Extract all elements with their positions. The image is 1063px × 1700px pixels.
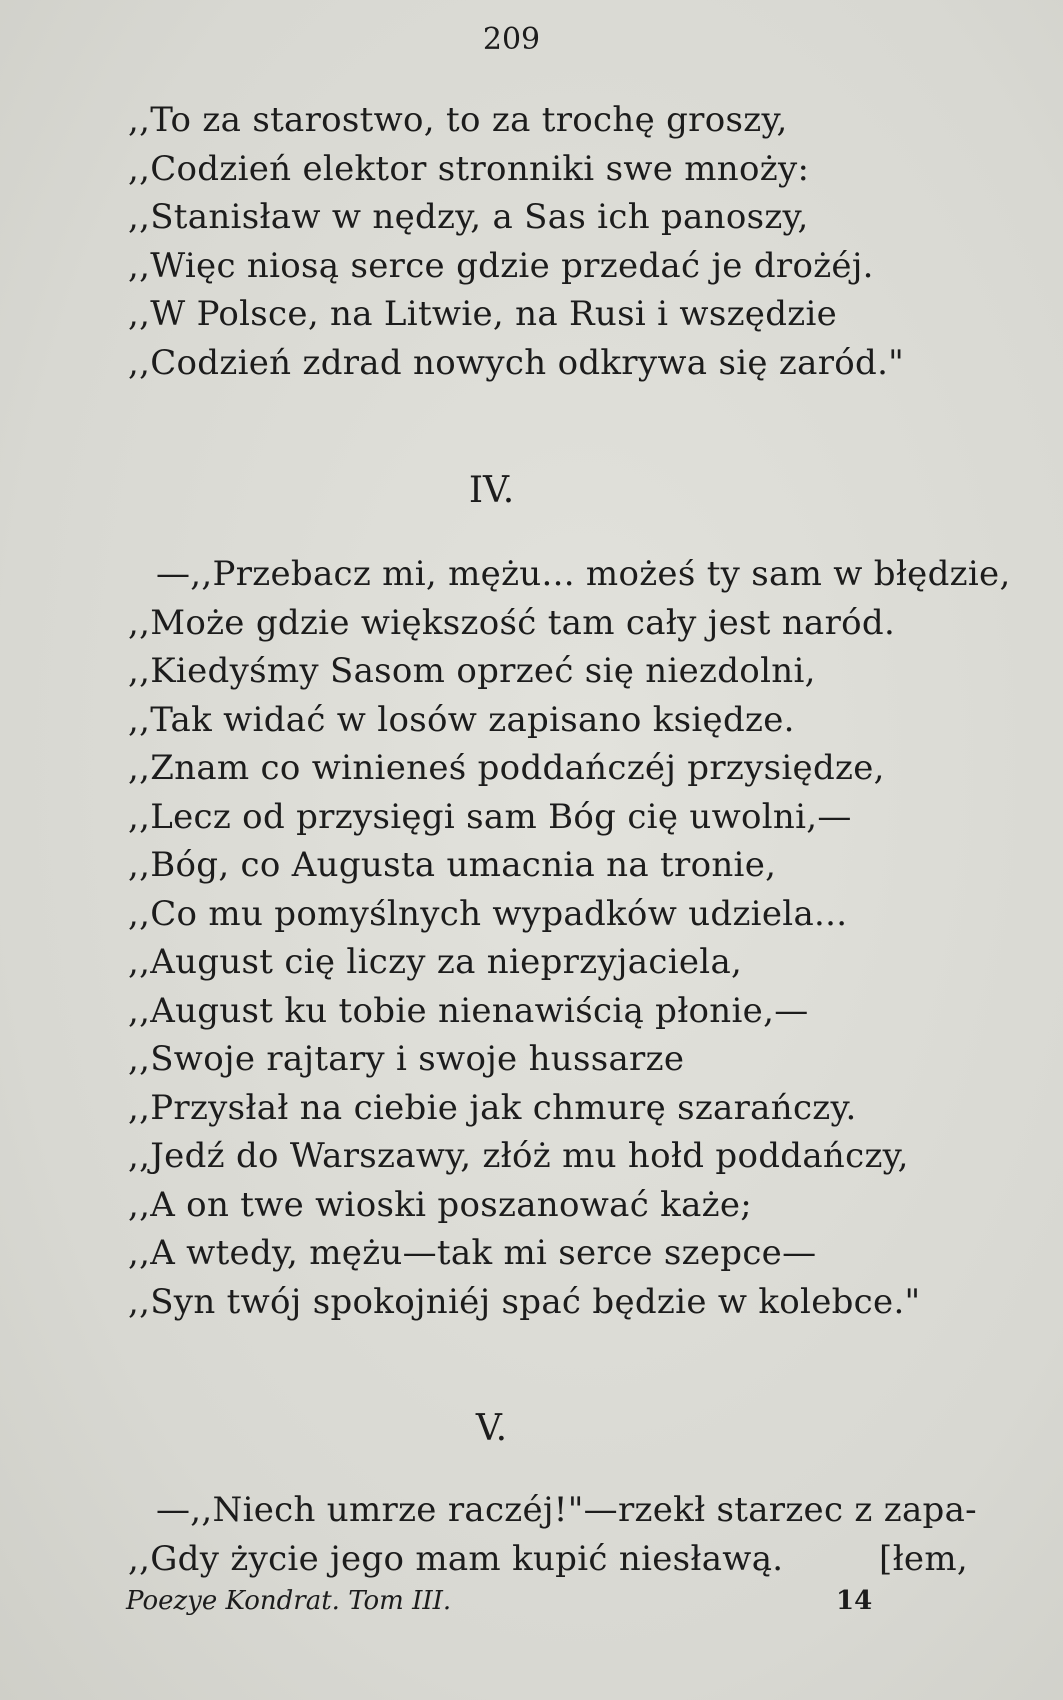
verse-line: ,,Więc niosą serce gdzie przedać je drożéj. (128, 245, 874, 286)
verse-line: ,,Codzień zdrad nowych odkrywa się zaród." (128, 342, 905, 383)
verse-line: ,,A on twe wioski poszanować każe; (128, 1184, 753, 1225)
verse-line: ,,Codzień elektor stronniki swe mnoży: (128, 148, 810, 189)
section-numeral-v: V. (475, 1408, 508, 1449)
verse-line: ,,A wtedy, mężu—tak mi serce szepce— (128, 1233, 817, 1273)
verse-line: ,,Tak widać w losów zapisano księdze. (128, 699, 795, 740)
verse-line: ,,W Polsce, na Litwie, na Rusi i wszędzie (128, 294, 838, 334)
verse-line: ,,Lecz od przysięgi sam Bóg cię uwolni,— (128, 796, 852, 837)
section-numeral-iv: IV. (468, 470, 515, 511)
verse-line: ,,Kiedyśmy Sasom oprzeć się niezdolni, (128, 651, 816, 691)
footer-book-title: Poezye Kondrat. Tom III. (126, 1586, 452, 1616)
verse-line: ,,Swoje rajtary i swoje hussarze (128, 1039, 685, 1079)
verse-line: ,,Bóg, co Augusta umacnia na tronie, (128, 845, 777, 885)
verse-line: —,,Przebacz mi, mężu... możeś ty sam w błędzie, (156, 554, 1011, 594)
page-number: 209 (482, 22, 541, 57)
verse-line: ,,To za starostwo, to za trochę groszy, (128, 100, 788, 140)
verse-line-text: ,,Gdy życie jego mam kupić niesławą. (128, 1538, 784, 1579)
verse-line: ,,Syn twój spokojniéj spać będzie w kolebce." (128, 1281, 921, 1322)
verse-line: —,,Niech umrze raczéj!"—rzekł starzec z zapa- (156, 1490, 977, 1530)
verse-line: ,,Stanisław w nędzy, a Sas ich panoszy, (128, 197, 809, 237)
verse-line: ,,August cię liczy za nieprzyjaciela, (128, 942, 743, 982)
verse-line-overflow: [łem, (879, 1538, 968, 1579)
verse-line (128, 1535, 968, 1584)
stanza-iv (128, 550, 1011, 1326)
verse-line: ,,Może gdzie większość tam cały jest naród. (128, 602, 896, 643)
verse-line: ,,Przysłał na ciebie jak chmurę szarańczy. (128, 1087, 857, 1128)
verse-line: ,,Jedź do Warszawy, złóż mu hołd poddańczy, (128, 1136, 909, 1176)
footer-signature-number: 14 (836, 1586, 873, 1616)
verse-line: ,,Znam co winieneś poddańczéj przysiędze, (128, 748, 885, 788)
verse-line: ,,Co mu pomyślnych wypadków udziela... (128, 893, 848, 934)
stanza-top (128, 96, 968, 387)
verse-line: ,,August ku tobie nienawiścią płonie,— (128, 990, 809, 1031)
stanza-v (128, 1486, 977, 1583)
